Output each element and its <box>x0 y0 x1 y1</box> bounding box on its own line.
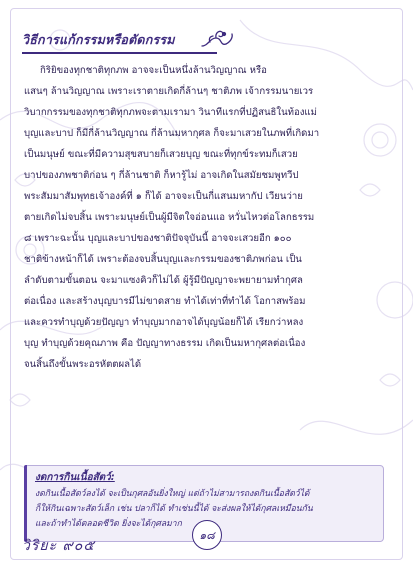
note-line: และถ้าทำได้ตลอดชีวิต ยิ่งจะได้กุศลมาก <box>35 519 182 529</box>
note-line: ก็ให้กินเฉพาะสัตว์เล็ก เช่น ปลาก็ได้ ทำเช่นนี้ได้ จะส่งผลให้ได้กุศลเหมือนกัน <box>35 504 313 514</box>
footer-label: วิริยะ ๙๐๕ <box>22 538 95 554</box>
body-line: ตายเกิดไม่จบสิ้น เพราะมนุษย์เป็นผู้มีจิตใจอ่อนแอ หวั่นไหวต่อโลกธรรม <box>24 212 315 223</box>
body-line: พระสัมมาสัมพุทธเจ้าองค์ที่ ๑ ก็ได้ อาจจะเป็นกี่แสนมหากัป เวียนว่าย <box>24 191 303 202</box>
body-line: ชาติข้างหน้าก็ได้ เพราะต้องจบสิ้นบุญและกรรมของชาติภพก่อน เป็น <box>24 254 302 265</box>
body-line: และควรทำบุญด้วยปัญญา ทำบุญมากอาจได้บุญน้อยก็ได้ เรียกว่าหลง <box>24 317 304 328</box>
note-accent-bar <box>24 465 27 542</box>
body-line: บุญ ทำบุญด้วยคุณภาพ คือ ปัญญาทางธรรม เกิดเป็นมหากุศลต่อเนื่อง <box>24 338 306 349</box>
body-line: บุญและบาป ก็มีกี่ล้านวิญญาณ กี่ล้านมหากุศล ก็จะมาเสวยในภพที่เกิดมา <box>24 128 320 139</box>
body-line: เป็นมนุษย์ ขณะที่มีความสุขสบายก็เสวยบุญ ขณะที่ทุกข์ระทมก็เสวย <box>24 149 298 160</box>
body-line: บาปของภพชาติก่อน ๆ กี่ล้านชาติ ก็หารู้ไม่ อาจเกิดในสมัยชมพูทวีป <box>24 170 299 181</box>
note-heading: งดการกินเนื้อสัตว์: <box>35 472 115 483</box>
body-line: ต่อเนื่อง และสร้างบุญบารมีไม่ขาดสาย ทำได้เท่าที่ทำได้ โอกาสพร้อม <box>24 296 306 307</box>
page-number-text: ๑๘ <box>199 529 215 542</box>
page-number <box>192 520 222 550</box>
body-line: ลำดับตามขั้นตอน จะมาแซงคิวก็ไม่ได้ ผู้รู้มีปัญญาจะพยายามทำกุศล <box>24 275 303 286</box>
body-line: จนสิ้นถึงขั้นพระอรหัตตผลได้ <box>24 359 142 370</box>
body-line: วิบากกรรมของทุกชาติทุกภพจะตามเรามา วินาทีแรกที่ปฏิสนธิในท้องแม่ <box>24 107 317 118</box>
body-line: แสนๆ ล้านวิญญาณ เพราะเราตายเกิดกี่ล้านๆ ชาติภพ เจ้ากรรมนายเวร <box>24 86 314 97</box>
body-line: กิริยิของทุกชาติทุกภพ อาจจะเป็นหนึ่งล้านวิญญาณ หรือ <box>40 65 267 76</box>
body-line: ๘ เพราะฉะนั้น บุญและบาปของชาติปัจจุบันนี้ อาจจะเสวยอีก ๑๐๐ <box>24 233 292 244</box>
body-paragraph <box>24 60 379 375</box>
page-title: วิธีการแก้กรรมหรือตัดกรรม <box>22 32 175 47</box>
note-line: งดกินเนื้อสัตว์ลงได้ จะเป็นกุศลอันยิ่งใหญ่ แต่ถ้าไม่สามารถงดกินเนื้อสัตว์ได้ <box>35 489 310 499</box>
floral-ornament-icon <box>200 28 236 50</box>
title-underline <box>22 52 217 54</box>
